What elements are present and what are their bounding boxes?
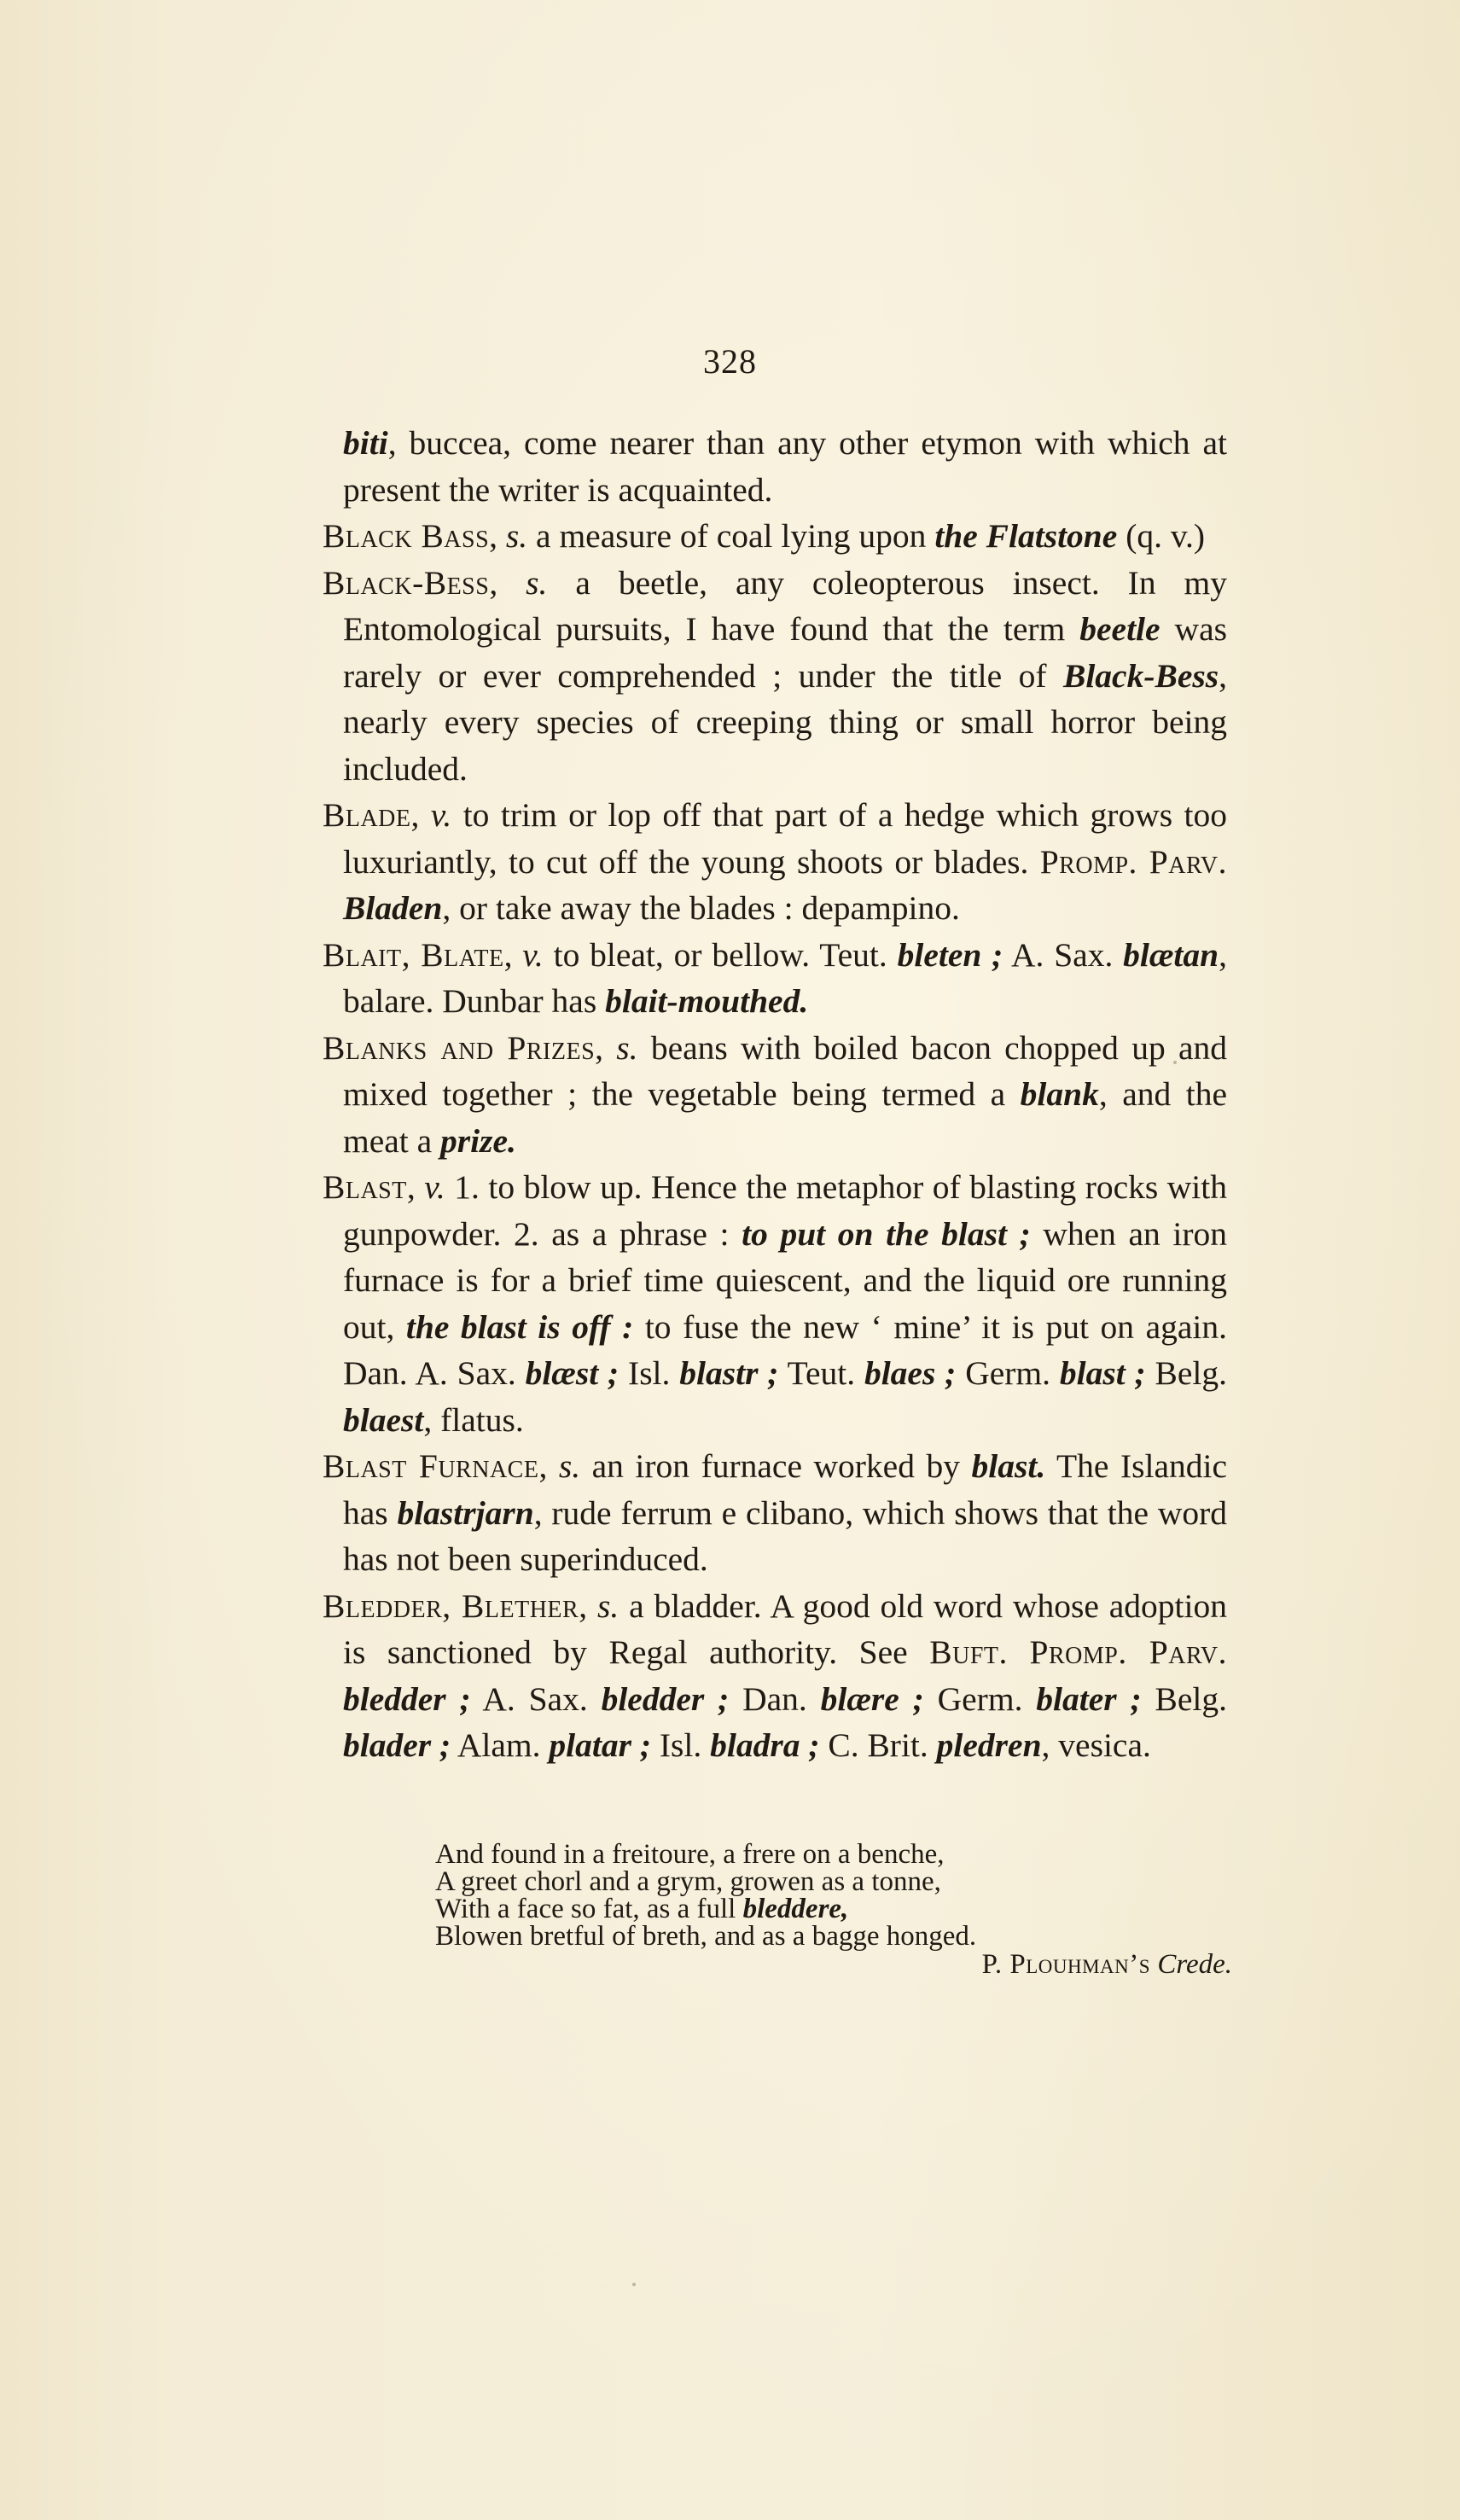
italic-term: s. — [596, 1586, 619, 1625]
glossary-entry — [323, 1583, 1227, 1769]
entry-text: , — [489, 517, 506, 555]
italic-term: blank — [1020, 1075, 1099, 1113]
verse-attribution — [435, 1950, 1237, 1979]
entry-text: Germ. — [923, 1679, 1037, 1718]
entry-text: , — [579, 1586, 597, 1625]
entry-text: beans with boiled bacon chopped up and mixed together ; the vegetable being termed a — [343, 1028, 1228, 1113]
glossary-entry — [323, 560, 1227, 793]
entry-text: an iron furnace worked by — [580, 1447, 972, 1485]
italic-term: Black-Bess — [1062, 656, 1219, 695]
entry-text: A greet chorl and a grym, growen as a tonne, — [435, 1866, 941, 1897]
entry-text: , — [503, 935, 523, 974]
italic-term: bleten ; — [897, 935, 1003, 974]
glossary-entry — [323, 513, 1227, 560]
entry-text: was rarely or ever comprehended ; under the title of — [343, 610, 1227, 695]
entry-text: Belg. — [1141, 1679, 1227, 1718]
italic-term: blastr ; — [679, 1354, 779, 1392]
italic-term: blæst ; — [525, 1354, 619, 1392]
entry-text: , buccea, come nearer than any other etymon with which at present the writer is acquainted. — [343, 424, 1227, 509]
entry-text: Belg. — [1145, 1354, 1228, 1392]
entry-text: , — [489, 563, 526, 602]
italic-term: bledder ; — [343, 1679, 471, 1718]
page-number: 328 — [703, 342, 757, 381]
entry-text: C. Brit. — [819, 1726, 937, 1764]
paper-speck — [1173, 1061, 1177, 1064]
italic-term: blader ; — [343, 1726, 451, 1764]
entry-text: , and the meat a — [343, 1075, 1227, 1160]
italic-term: v. — [430, 796, 452, 834]
entry-text — [1008, 1633, 1030, 1671]
entry-text: Blowen bretful of breth, and as a bagge honged. — [435, 1921, 977, 1952]
italic-term: s. — [616, 1028, 638, 1067]
verse-line — [435, 1868, 1237, 1895]
headword: Blast — [323, 1168, 407, 1206]
headword: Bledder, Blether — [323, 1586, 579, 1625]
glossary-entry — [323, 1025, 1227, 1165]
verse-line — [435, 1923, 1237, 1950]
headword: Blade — [323, 796, 411, 834]
glossary-entries — [323, 420, 1227, 1769]
italic-term: blast ; — [1059, 1354, 1146, 1392]
italic-term: blast. — [971, 1447, 1046, 1485]
italic-term: v. — [522, 935, 544, 974]
entry-text: And found in a freitoure, a frere on a benche, — [435, 1839, 945, 1870]
italic-term: beetle — [1079, 610, 1160, 648]
quoted-verse — [435, 1841, 1237, 1979]
italic-term: blastrjarn — [397, 1493, 534, 1532]
italic-term: s. — [526, 563, 548, 602]
entry-text: to bleat, or bellow. Teut. — [543, 935, 898, 974]
italic-term: blære ; — [820, 1679, 924, 1718]
italic-term: the Flatstone — [934, 517, 1118, 555]
entry-text: Isl. — [619, 1354, 680, 1392]
italic-term: prize. — [440, 1121, 516, 1160]
verse-lines — [435, 1841, 1237, 1950]
italic-term: biti — [343, 424, 388, 462]
entry-text: The Islandic has — [343, 1447, 1227, 1532]
italic-term: blater ; — [1036, 1679, 1142, 1718]
entry-text: , — [595, 1028, 617, 1067]
italic-term: Crede. — [1157, 1949, 1232, 1980]
entry-text: , — [406, 1168, 425, 1206]
italic-term: Bladen — [343, 889, 443, 927]
entry-text: 1. to blow up. Hence the metaphor of blasting rocks with gunpowder. 2. as a phrase : — [343, 1168, 1227, 1253]
italic-term: s. — [505, 517, 528, 555]
headword: P. Plouhman’s — [981, 1949, 1151, 1980]
glossary-entry — [323, 792, 1227, 932]
entry-text: , — [538, 1447, 559, 1485]
italic-term: blaes ; — [864, 1354, 957, 1392]
entry-text: A. Sax. — [470, 1679, 602, 1718]
entry-text: , or take away the blades : depampino. — [442, 889, 960, 927]
italic-term: s. — [558, 1447, 581, 1485]
italic-term: v. — [424, 1168, 445, 1206]
entry-text: , nearly every species of creeping thing or small horror being included. — [343, 656, 1227, 788]
headword: Promp. Parv. — [1039, 842, 1227, 881]
entry-text: when an iron furnace is for a brief time quiescent, and the liquid ore running out, — [343, 1214, 1228, 1346]
entry-text: , rude ferrum e clibano, which shows that the word has not been superinduced. — [343, 1493, 1228, 1578]
glossary-entry — [323, 1164, 1227, 1443]
entry-text: (q. v.) — [1117, 517, 1206, 555]
entry-text: , vesica. — [1041, 1726, 1151, 1764]
entry-text: a measure of coal lying upon — [527, 517, 935, 555]
italic-term: blait-mouthed. — [605, 982, 809, 1020]
italic-term: platar ; — [549, 1726, 651, 1764]
entry-text: Germ. — [956, 1354, 1060, 1392]
italic-term: bledder ; — [601, 1679, 730, 1718]
entry-text: Isl. — [650, 1726, 711, 1764]
entry-text: to trim or lop off that part of a hedge which grows too luxuriantly, to cut off the young shoots or blades. — [343, 796, 1227, 881]
entry-text: , — [410, 796, 431, 834]
headword: Blanks and Prizes — [323, 1028, 596, 1067]
entry-text: to fuse the new ‘ mine’ it is put on again. Dan. A. Sax. — [343, 1307, 1227, 1392]
italic-term: blætan — [1123, 935, 1219, 974]
entry-text: Dan. — [729, 1679, 821, 1718]
entry-text: With a face so fat, as a full — [435, 1894, 743, 1924]
entry-text: a bladder. A good old word whose adoption is sanctioned by Regal authority. See — [343, 1586, 1227, 1671]
italic-term: to put on the blast ; — [742, 1214, 1031, 1253]
italic-term: bleddere, — [742, 1894, 849, 1924]
entry-text: , flatus. — [423, 1400, 524, 1439]
entry-text: Alam. — [451, 1726, 550, 1764]
entry-text: A. Sax. — [1003, 935, 1124, 974]
headword: Black-Bess — [323, 563, 490, 602]
headword: Promp. Parv. — [1029, 1633, 1227, 1671]
italic-term: blaest — [343, 1400, 424, 1439]
entry-text: Teut. — [778, 1354, 864, 1392]
headword: Buft. — [929, 1633, 1008, 1671]
italic-term: the blast is off : — [405, 1307, 634, 1346]
italic-term: bladra ; — [710, 1726, 820, 1764]
paper-speck — [632, 2283, 636, 2286]
entry-continuation — [323, 420, 1227, 513]
verse-line — [435, 1895, 1237, 1923]
verse-line — [435, 1841, 1237, 1868]
headword: Black Bass — [323, 517, 490, 555]
italic-term: pledren — [936, 1726, 1042, 1764]
headword: Blast Furnace — [323, 1447, 539, 1485]
entry-text: , balare. Dunbar has — [343, 935, 1227, 1020]
glossary-entry — [323, 1443, 1227, 1583]
headword: Blait, Blate — [323, 935, 504, 974]
glossary-entry — [323, 932, 1227, 1025]
entry-text: a beetle, any coleopterous insect. In my Entomological pursuits, I have found that the term — [343, 563, 1227, 648]
